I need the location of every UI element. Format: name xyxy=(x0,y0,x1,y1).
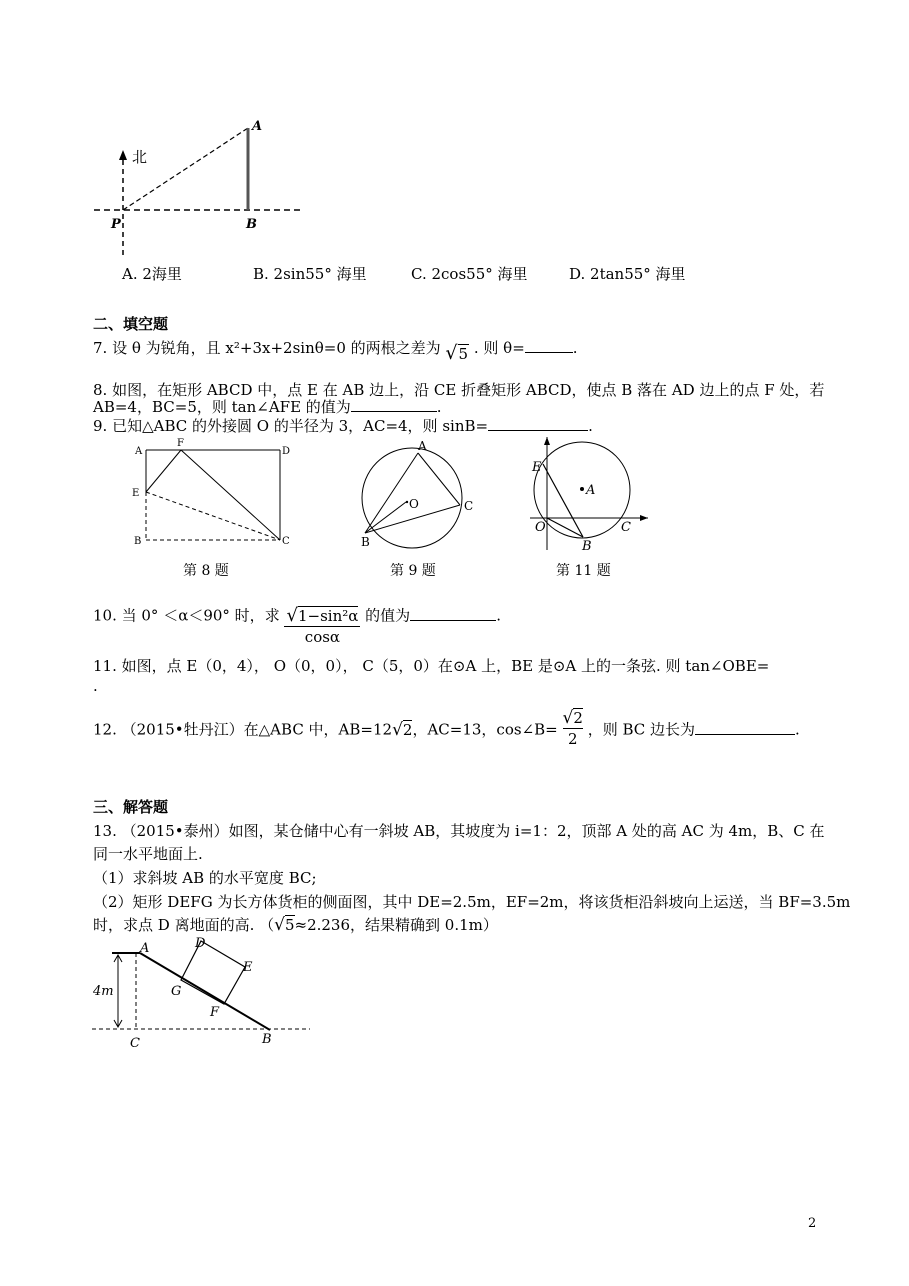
q8-end: . xyxy=(436,398,442,416)
page-number: 2 xyxy=(808,1216,817,1231)
fig8-label-d: D xyxy=(282,446,291,457)
fig13-label-f: F xyxy=(210,1005,220,1020)
point-b-label: B xyxy=(246,217,257,232)
fig11-label-e: E xyxy=(532,460,542,475)
q12-sqrt: √2 xyxy=(392,719,413,740)
question-8-line1: 8. 如图，在矩形 ABCD 中，点 E 在 AB 边上，沿 CE 折叠矩形 ABCD，使点 B 落在 AD 边上的点 F 处，若 xyxy=(93,381,825,399)
question-13-part1: （1）求斜坡 AB 的水平宽度 BC; xyxy=(93,869,317,887)
fig8-label-c: C xyxy=(282,536,290,547)
figure-11 xyxy=(520,437,655,555)
fig13-label-a: A xyxy=(140,941,150,956)
q13-line5-post: ≈2.236，结果精确到 0.1m） xyxy=(294,916,498,934)
q7-root-value: 5 xyxy=(458,345,469,363)
figure-8-caption: 第 8 题 xyxy=(183,563,229,579)
q12-text: 12. （2015•牡丹江）在△ABC 中，AB=12 xyxy=(93,720,393,739)
q12-text-mid: ，AC=13，cos∠B= xyxy=(412,720,558,739)
q13-root-value: 5 xyxy=(284,916,295,934)
q7-sqrt: √5 xyxy=(445,342,469,364)
q10-fraction: $\frac{\text{√1−sin²α}}{\cos\alpha}$ xyxy=(286,605,359,646)
q12-text-post: ，则 BC 边长为 xyxy=(587,720,696,739)
q9-end: . xyxy=(588,417,593,435)
fig9-label-b: B xyxy=(361,535,370,549)
question-13-line5 xyxy=(93,915,498,935)
q12-answer-blank[interactable] xyxy=(695,720,795,735)
fig11-label-o: O xyxy=(535,520,546,535)
question-7 xyxy=(93,337,578,364)
fig11-label-a: A xyxy=(586,483,596,498)
q12-fraction: $\frac{√2}{2}$ xyxy=(562,708,583,748)
fig8-label-b: B xyxy=(134,536,142,547)
q10-denominator: cosα xyxy=(304,628,341,646)
figure-9 xyxy=(355,440,485,555)
x-axis-arrow-icon xyxy=(640,515,648,521)
fig8-label-e: E xyxy=(132,488,140,499)
q12-denominator: 2 xyxy=(567,730,578,748)
question-9 xyxy=(93,416,593,436)
question-13-part2: （2）矩形 DEFG 为长方体货柜的侧面图，其中 DE=2.5m，EF=2m，将该货柜沿斜坡向上运送，当 BF=3.5m xyxy=(93,893,851,911)
y-axis-arrow-icon xyxy=(544,437,550,445)
q6-figure xyxy=(90,110,320,260)
q7-end: . xyxy=(572,339,578,357)
q12-end: . xyxy=(795,720,800,739)
q10-text-post: 的值为 xyxy=(365,606,411,625)
north-arrow-icon xyxy=(119,150,127,160)
question-13-line2: 同一水平地面上. xyxy=(93,845,203,863)
q13-line5-text: 时，求点 D 离地面的高. （ xyxy=(93,916,275,934)
section-heading-answer: 三、解答题 xyxy=(93,798,169,816)
q10-end: . xyxy=(496,606,501,625)
q7-text: 7. 设 θ 为锐角，且 x²+3x+2sinθ=0 的两根之差为 xyxy=(93,339,441,357)
figure-8 xyxy=(128,436,298,556)
q12-numerator: 2 xyxy=(573,709,583,727)
q7-answer-blank[interactable] xyxy=(525,338,573,353)
fig13-label-e: E xyxy=(243,960,253,975)
q6-option-b: B. 2sin55° 海里 xyxy=(253,265,367,283)
fig8-label-a: A xyxy=(135,446,143,457)
fig13-label-g: G xyxy=(171,984,182,999)
q7-text-post: . 则 θ= xyxy=(473,339,525,357)
fig9-label-o: O xyxy=(409,497,419,511)
q8-answer-blank[interactable] xyxy=(351,397,437,412)
question-11-line2: . xyxy=(93,677,98,695)
q12-root-value: 2 xyxy=(402,720,413,739)
q9-answer-blank[interactable] xyxy=(488,416,588,431)
figure-13 xyxy=(90,935,320,1050)
fig13-height-label: 4m xyxy=(93,984,114,999)
fig13-label-b: B xyxy=(262,1032,272,1047)
point-a-label: A xyxy=(252,119,263,134)
fig9-label-c: C xyxy=(464,499,474,513)
q9-text: 9. 已知△ABC 的外接圆 O 的半径为 3，AC=4，则 sinB= xyxy=(93,417,489,435)
fig11-label-c: C xyxy=(621,520,631,535)
q6-option-a: A. 2海里 xyxy=(122,265,182,283)
fig11-label-b: B xyxy=(582,539,592,554)
q6-option-d: D. 2tan55° 海里 xyxy=(569,265,686,283)
question-10 xyxy=(93,596,501,646)
q10-text: 10. 当 0° ＜α＜90° 时，求 xyxy=(93,606,280,625)
question-11-line1: 11. 如图，点 E（0，4）， O（0，0）， C（5，0）在⊙A 上，BE 是⊙A 上的一条弦. 则 tan∠OBE= xyxy=(93,657,770,675)
q10-answer-blank[interactable] xyxy=(410,606,496,621)
figure-9-caption: 第 9 题 xyxy=(390,563,436,579)
figure-11-caption: 第 11 题 xyxy=(556,563,611,579)
fig8-label-f: F xyxy=(177,438,184,449)
question-13-line1: 13. （2015•泰州）如图，某仓储中心有一斜坡 AB，其坡度为 i=1：2，顶部 A 处的高 AC 为 4m，B、C 在 xyxy=(93,822,825,840)
q13-sqrt: √5 xyxy=(274,915,295,935)
question-12 xyxy=(93,710,800,751)
section-heading-fill-blank: 二、填空题 xyxy=(93,315,169,333)
fig13-label-d: D xyxy=(195,936,206,951)
question-8-line2 xyxy=(93,397,442,417)
fig9-label-a: A xyxy=(418,439,427,453)
point-p-label: P xyxy=(111,217,121,232)
fig13-label-c: C xyxy=(130,1036,140,1051)
q8-text: AB=4，BC=5，则 tan∠AFE 的值为 xyxy=(93,398,351,416)
q6-option-c: C. 2cos55° 海里 xyxy=(411,265,528,283)
north-label: 北 xyxy=(132,148,148,166)
q10-numerator: 1−sin²α xyxy=(297,607,359,625)
